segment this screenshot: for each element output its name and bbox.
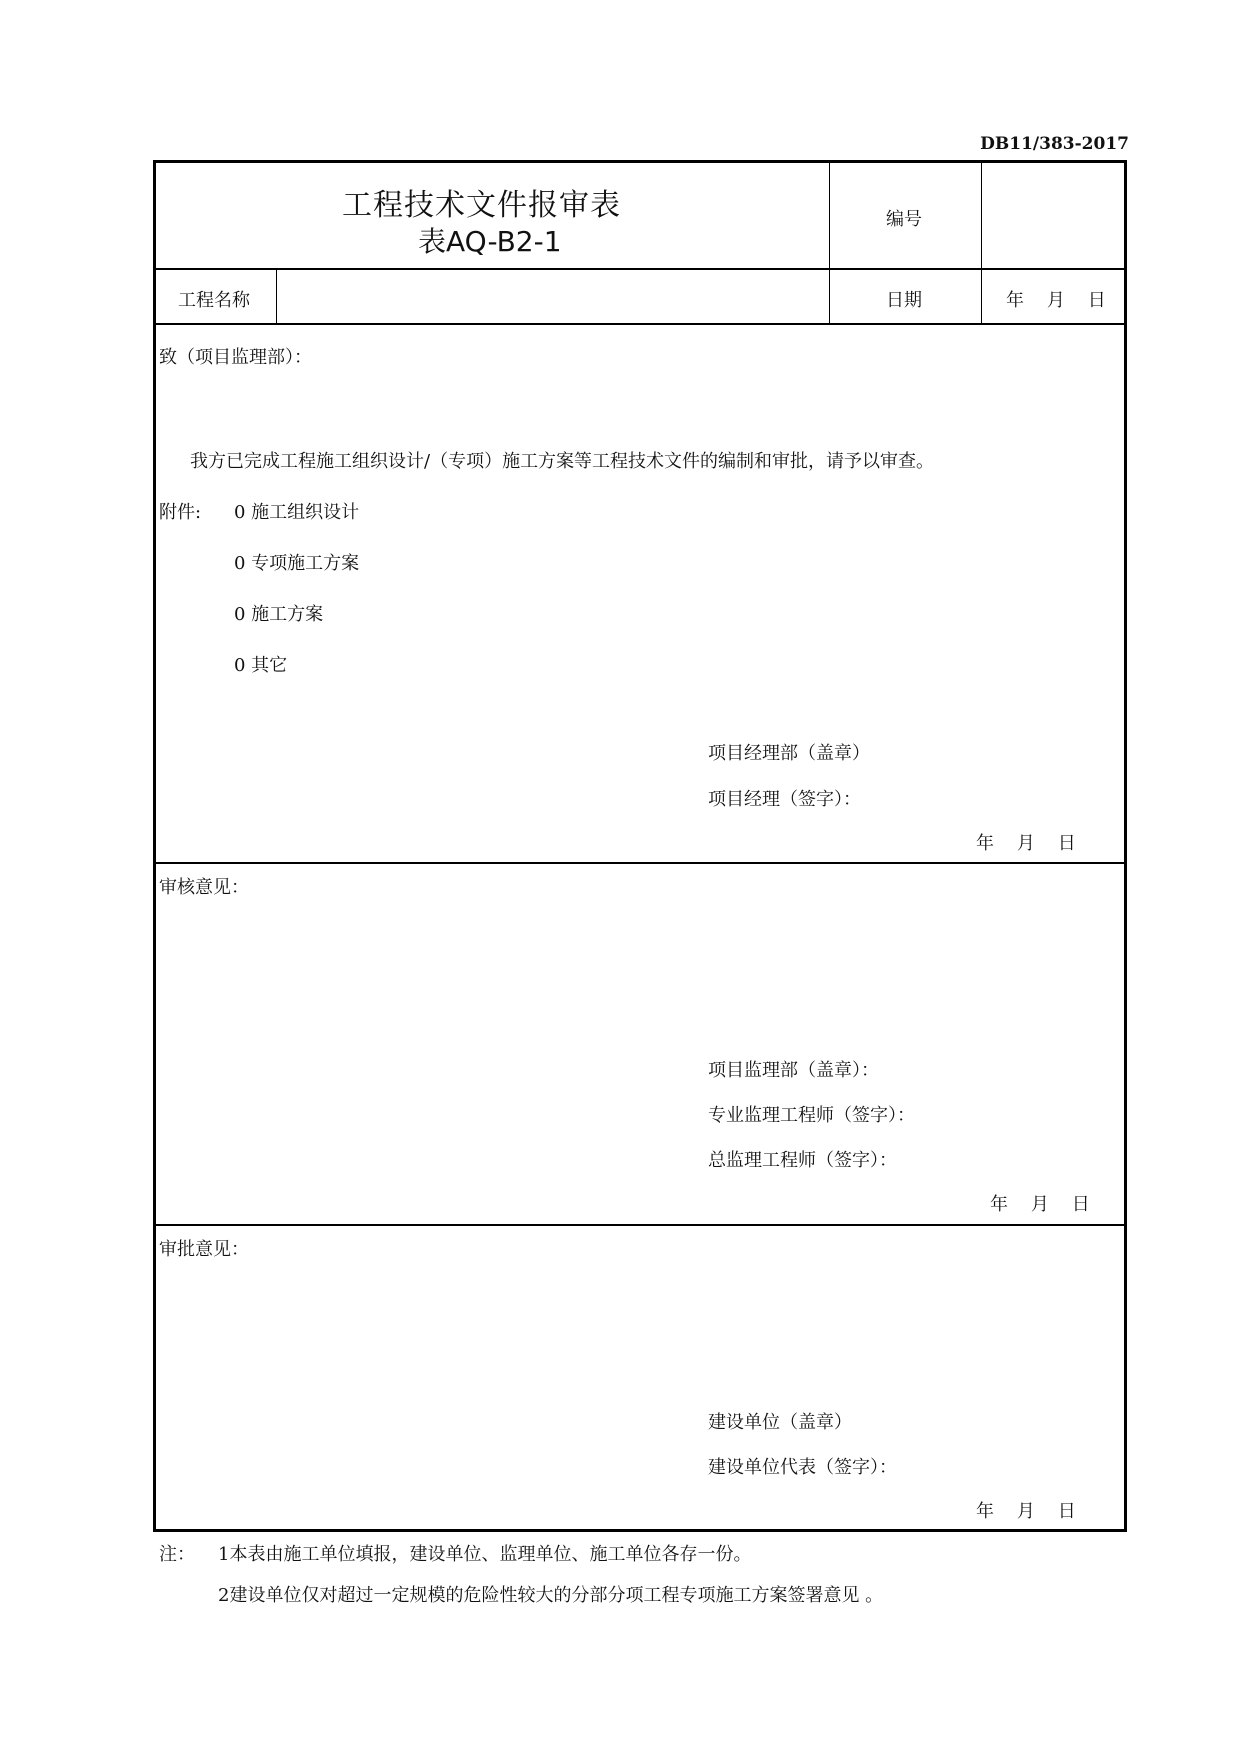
approval-label: 审批意见： xyxy=(159,1239,249,1260)
divider-col-label xyxy=(829,160,830,324)
header-date-value: 年 月 日 xyxy=(1006,290,1106,311)
manager-signature: 项目经理（签字）： xyxy=(708,789,861,810)
notes-label: 注： xyxy=(159,1544,195,1565)
supervision-dept-seal: 项目监理部（盖章）： xyxy=(708,1060,879,1081)
approval-date: 年 月 日 xyxy=(976,1501,1076,1522)
form-title: 工程技术文件报审表 xyxy=(342,188,621,223)
attachment-item: 0 施工方案 xyxy=(234,604,324,625)
project-name-label: 工程名称 xyxy=(178,290,250,311)
note-item: 2建设单位仅对超过一定规模的危险性较大的分部分项工程专项施工方案签署意见 。 xyxy=(218,1585,884,1606)
submission-body: 我方已完成工程施工组织设计/（专项）施工方案等工程技术文件的编制和审批，请予以审查。 xyxy=(190,451,935,472)
number-label: 编号 xyxy=(886,209,922,230)
attachments-label: 附件: xyxy=(159,502,202,523)
divider-review xyxy=(153,1224,1127,1226)
date-label: 日期 xyxy=(886,290,922,311)
standard-code: DB11/383-2017 xyxy=(980,134,1129,154)
engineer-signature: 专业监理工程师（签字）： xyxy=(708,1105,915,1126)
note-item: 1本表由施工单位填报，建设单位、监理单位、施工单位各存一份。 xyxy=(218,1544,752,1565)
submission-date: 年 月 日 xyxy=(976,833,1076,854)
divider-col-value xyxy=(981,160,982,324)
addressee: 致（项目监理部）： xyxy=(159,347,312,368)
divider-submission xyxy=(153,862,1127,864)
attachment-item: 0 施工组织设计 xyxy=(234,502,360,523)
form-code: 表AQ-B2-1 xyxy=(418,225,562,258)
chief-engineer-signature: 总监理工程师（签字）： xyxy=(708,1150,897,1171)
divider-project-name xyxy=(276,268,277,324)
attachment-item: 0 专项施工方案 xyxy=(234,553,360,574)
attachment-item: 0 其它 xyxy=(234,655,288,676)
manager-dept-seal: 项目经理部（盖章） xyxy=(708,743,870,764)
owner-rep-signature: 建设单位代表（签字）： xyxy=(708,1457,897,1478)
review-date: 年 月 日 xyxy=(990,1194,1090,1215)
owner-unit-seal: 建设单位（盖章） xyxy=(708,1412,852,1433)
review-label: 审核意见： xyxy=(159,877,249,898)
